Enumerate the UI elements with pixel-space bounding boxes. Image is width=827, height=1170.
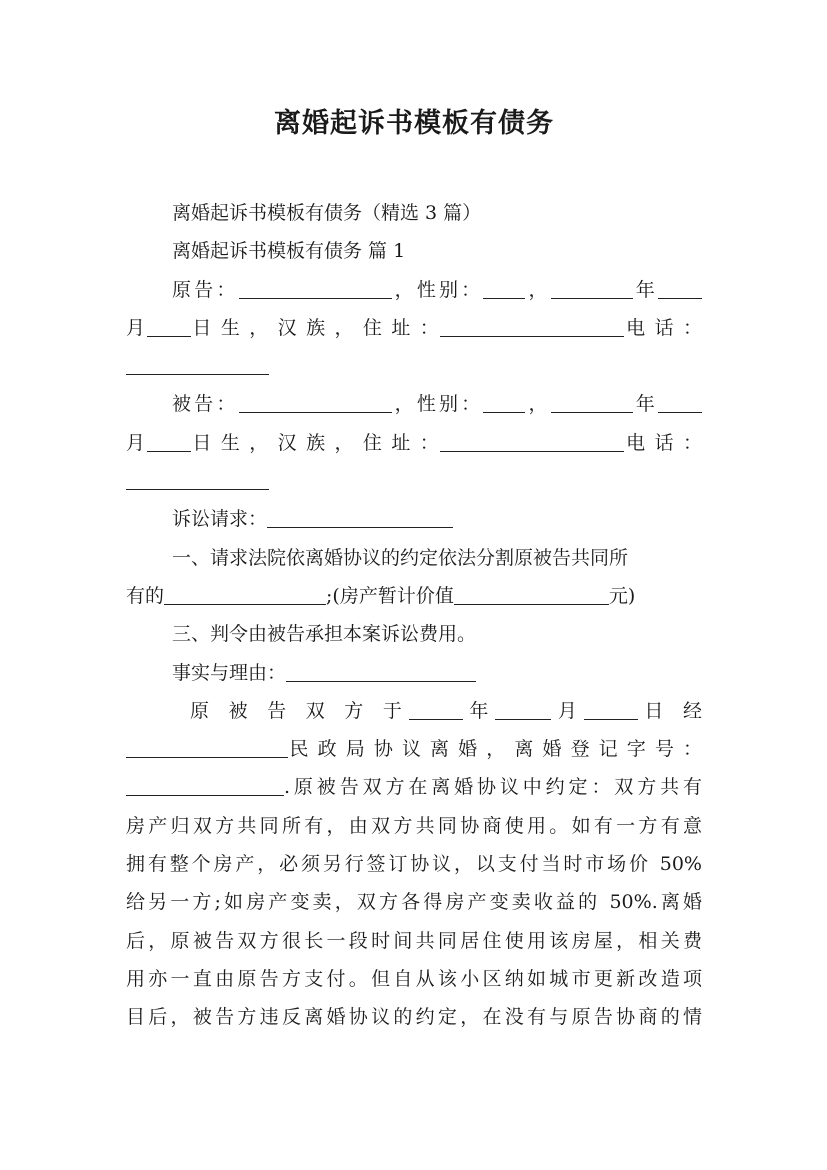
facts-para-line-1 (126, 692, 702, 730)
plaintiff-gender-label: ，性别： (391, 278, 484, 301)
defendant-year-label: 年 (632, 393, 658, 416)
defendant-address-blank (440, 431, 624, 452)
claim-1-text-a: 有的 (126, 584, 165, 607)
defendant-born-label: 日 生 ， 汉 族 ， 住 址 ： (190, 431, 441, 454)
plaintiff-born-label: 日 生 ， 汉 族 ， 住 址 ： (190, 316, 441, 339)
plaintiff-label: 原告： (172, 278, 239, 301)
facts-para-line-3 (126, 768, 702, 806)
facts-para-line-8: 用亦一直由原告方支付。但自从该小区纳如城市更新改造项 (126, 967, 702, 990)
plaintiff-year-label: 年 (632, 278, 658, 301)
intro-line: 离婚起诉书模板有债务（精选 3 篇） (172, 202, 482, 224)
defendant-line-2 (126, 424, 702, 462)
claim-1-line-2 (126, 577, 702, 615)
plaintiff-month-label: 月 (126, 316, 147, 339)
claim-1-text-b: ;(房产暂计价值 (326, 584, 454, 607)
section-heading: 离婚起诉书模板有债务 篇 1 (172, 240, 406, 263)
facts-text-2: 民 政 局 协 议 离 婚 ， 离 婚 登 记 字 号 ： (288, 738, 702, 761)
claim-1-property-blank (164, 584, 326, 605)
facts-month-blank (495, 699, 551, 720)
plaintiff-line-1 (126, 271, 702, 309)
defendant-year-blank (551, 393, 633, 414)
facts-para-line-2 (126, 730, 702, 768)
defendant-line-3 (126, 462, 702, 500)
claim-1-text-c: 元) (608, 584, 636, 607)
plaintiff-gender-blank (483, 278, 525, 299)
defendant-gender-label: ，性别： (391, 393, 484, 416)
plaintiff-line-2 (126, 309, 702, 347)
facts-label: 事实与理由： (172, 661, 287, 684)
plaintiff-name-blank (239, 278, 392, 299)
document-page (126, 98, 702, 1037)
facts-month-label: 月 (551, 699, 584, 722)
facts-day-blank (584, 699, 638, 720)
claims-blank (267, 507, 453, 528)
plaintiff-address-blank (440, 316, 624, 337)
facts-day-label: 日 经 (637, 699, 702, 722)
facts-para-line-9: 目后，被告方违反离婚协议的约定，在没有与原告协商的情 (126, 1006, 702, 1029)
facts-year-label: 年 (462, 699, 496, 722)
defendant-phone-blank (126, 469, 269, 490)
facts-para-line-6: 给另一方;如房产变卖，双方各得房产变卖收益的 50%.离婚 (126, 891, 702, 914)
facts-para-line-4: 房产归双方共同所有，由双方共同协商使用。如有一方有意 (126, 814, 702, 837)
claim-3-line: 三、判令由被告承担本案诉讼费用。 (172, 623, 477, 646)
plaintiff-comma: ， (525, 278, 551, 301)
defendant-gender-blank (483, 393, 525, 414)
document-title: 离婚起诉书模板有债务 (274, 108, 554, 139)
facts-text-1: 原 被 告 双 方 于 (190, 699, 409, 722)
claims-label: 诉讼请求： (172, 508, 268, 531)
plaintiff-year-blank (551, 278, 633, 299)
defendant-month-blank (658, 393, 702, 414)
defendant-comma: ， (525, 393, 551, 416)
claim-1-line-1: 一、请求法院依离婚协议的约定依法分割原被告共同所 (172, 546, 629, 569)
facts-text-3: .原被告双方在离婚协议中约定：双方共有 (284, 776, 702, 799)
defendant-label: 被告： (172, 393, 239, 416)
claim-1-value-blank (454, 584, 609, 605)
facts-registration-blank (126, 776, 284, 797)
defendant-month-label: 月 (126, 431, 147, 454)
facts-year-blank (409, 699, 463, 720)
plaintiff-phone-blank (126, 354, 269, 375)
document-body (126, 194, 702, 1037)
defendant-day-blank (147, 431, 191, 452)
facts-bureau-blank (126, 737, 288, 758)
facts-para-line-7: 后，原被告双方很长一段时间共同居住使用该房屋，相关费 (126, 929, 702, 952)
defendant-line-1 (126, 385, 702, 423)
claims-line (126, 500, 702, 538)
plaintiff-day-blank (147, 316, 191, 337)
plaintiff-phone-label: 电 话 ： (624, 316, 702, 339)
plaintiff-month-blank (658, 278, 702, 299)
facts-blank (286, 661, 476, 682)
facts-para-line-5: 拥有整个房产，必须另行签订协议，以支付当时市场价 50% (126, 853, 702, 876)
defendant-name-blank (239, 393, 392, 414)
defendant-phone-label: 电 话 ： (624, 431, 702, 454)
plaintiff-line-3 (126, 347, 702, 385)
facts-line (126, 654, 702, 692)
